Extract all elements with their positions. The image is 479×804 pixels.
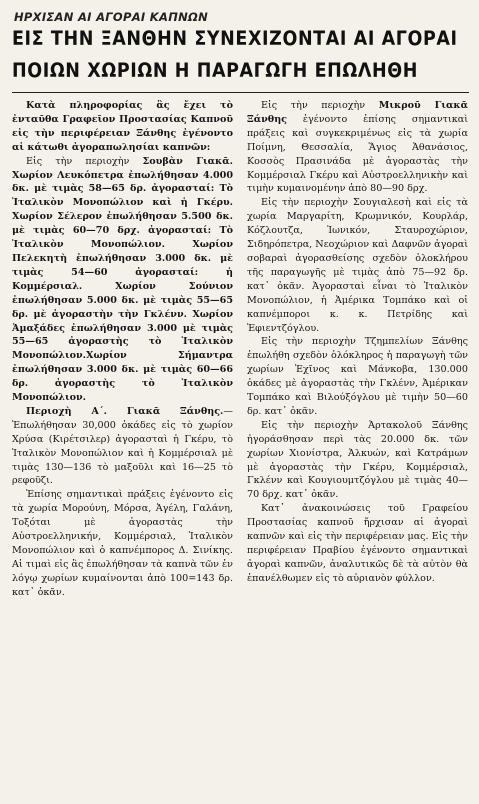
paragraph-giaka	[12, 405, 233, 488]
paragraph-artakolou: Εἰς τὴν περιοχὴν Ἀρτακολοῦ Ξάνθης ἠγοράσθησαν περὶ τὰς 20.000 δκ. τῶν χωρίων Χιονίστρα, Ἀλκυών, καὶ Κατράμων μὲ ἀγοραστὰς τὴν Γκέρυ, Κομμέρσιαλ, Γκλένν καὶ Κουγιουμτζόγλου μὲ τιμὰς 40—70 δρχ. κατ᾽ ὀκᾶν.	[247, 419, 468, 501]
paragraph-body: Χωρίον Λευκόπετρα ἐπωλήθησαν 4.000 δκ. μὲ τιμὰς 58—65 δρ. ἀγορασταί: Τὸ Ἰταλικὸν Μονοπώλιον καὶ ἡ Γκέρυ. Χωρίον Σέλερον ἐπωλήθησαν 5.500 δκ. μὲ τιμὰς 60—70 δρχ. ἀγορασταί: Τὸ Ἰταλικὸν Μονοπώλιον. Χωρίον Πελεκητὴ ἐπωλήθησαν 3.000 δκ. μὲ τιμὰς 54—60 ἀγορασταί: ἡ Κομμέρσιαλ. Χωρίον Σούνιον ἐπωλήθησαν 5.000 δκ. μὲ τιμὰς 55—65 δρ. μὲ ἀγοραστὴν τὴν Γκλένν. Χωρίον Ἀμαξάδες ἐπωλήθησαν 3.000 μὲ τιμὰς 55—65 ἀγοραστὴς τὸ Ἰταλικὸν Μονοπώλιον.Χωρίον Σήμαντρα ἐπωλήθησαν 3.000 δκ. μὲ τιμὰς 60—66 δρ. ἀγοραστὴς τὸ Ἰταλικὸν Μονοπώλιον.	[12, 169, 233, 404]
paragraph-announcement: Κατ᾽ ἀνακοινώσεις τοῦ Γραφείου Προστασίας καπνοῦ ἤρχισαν αἱ ἀγοραὶ καπνῶν καὶ εἰς τὴν περιφέρειαν μας. Εἰς τὴν περιφέρειαν Πραβίου ἐγένοντο σημαντικαὶ ἀγοραὶ καπνῶν, ἀναλυτικῶς δὲ τὰ αὐτὸν θὰ ἐπανέλθωμεν εἰς τὸ αὐριανὸν φύλλον.	[247, 503, 468, 584]
place-name: Σουβὰν Γιακᾶ.	[142, 155, 233, 167]
kicker-heading: ΗΡΧΙΣΑΝ ΑΙ ΑΓΟΡΑΙ ΚΑΠΝΩΝ	[14, 10, 209, 24]
intro-paragraph: Κατὰ πληροφορίας ἃς ἔχει τὸ ἐνταῦθα Γραφεῖον Προστασίας Καπνοῦ εἰς τὴν περιφέρειαν Ξάνθης ἐγένοντο αἱ κάτωθι ἀγοραπωλησίαι καπνῶν:	[12, 100, 233, 153]
left-column	[12, 99, 233, 600]
paragraph-sougialesi: Εἰς τὴν περιοχὴν Σουγιαλεσὴ καὶ εἰς τὰ χωρία Μαργαρίτη, Κρωμνικόν, Κουρλάρ, Κόζλουτζα, Ἰωνικόν, Σταυροχώριον, Σιδηρόπετρα, Νεοχώριον καὶ Δαφνῶν ἀγοραὶ σοβαραὶ ἀγορασθείσης σχεδὸν ὁλοκλήρου τῆς παραγωγῆς μὲ τιμὰς ἀπὸ 75—92 δρ. κατ᾽ ὀκᾶν. Ἀγορασταὶ εἶναι τὸ Ἰταλικὸν Μονοπώλιον, ἡ Ἀμέρικα Τομπάκο καὶ οἱ καπνέμποροι κ. κ. Πετρίδης καὶ Ἐφιεντζόγλου.	[247, 197, 468, 334]
place-name: Μικροῦ Γιακᾶ Ξάνθης	[247, 100, 468, 125]
headline-rule	[12, 92, 469, 93]
right-column	[247, 99, 468, 600]
article-columns	[12, 99, 469, 600]
paragraph-tzimpelion: Εἰς τὴν περιοχὴν Τζημπελίων Ξάνθης ἐπωλήθη σχεδὸν ὁλόκληρος ἡ παραγωγὴ τῶν χωρίων Ἐχῖνος καὶ Μάνκοβα, 130.000 ὀκάδες μὲ ἀγοραστὰς τὴν Γκλένν, Ἀμέρικαν Τομπάκο καὶ Βιλούξόγλου μὲ τιμὴν 50—60 δρ. κατ᾽ ὀκᾶν.	[247, 336, 468, 417]
paragraph-body: — Ἐπωλήθησαν 30,000 ὀκάδες εἰς τὸ χωρίον Χρύσα (Κιρέτσιλερ) ἀγορασταὶ ἡ Γκέρυ, τὸ Ἰταλικὸν Μονοπώλιον καὶ ἡ Κομμέρσιαλ μὲ τιμὰς 130—136 τὸ μαξοῦλι καὶ 16—25 τὸ ρεφοῦζι.	[12, 405, 233, 487]
paragraph-souvan	[12, 155, 233, 405]
paragraph-body: ἐγένοντο ἐπίσης σημαντικαὶ πράξεις καὶ συγκεκριμένως εἰς τὰ χωρία Ποίμνη, Θεσσαλία, Ἅγιος Ἀθανάσιος, Κοσσὸς Πρασινάδα μὲ ἀγοραστὰς τὴν Κομμέρσιαλ Γκέρυ καὶ Αὐστροελληνικὴν καὶ τιμὴν κυμαινομένην ἀπὸ 80—90 δρχ.	[247, 113, 468, 195]
headline-line-2: ΠΟΙΩΝ ΧΩΡΙΩΝ Η ΠΑΡΑΓΩΓΗ ΕΠΩΛΗΘΗ	[12, 60, 418, 83]
paragraph-other-villages: Ἐπίσης σημαντικαὶ πράξεις ἐγένοντο εἰς τὰ χωρία Μορούνη, Μόρσα, Ἀγέλη, Γαλάνη, Τοξόται μὲ ἀγοραστὰς τὴν Αὐστροελληνικήν, Κομμέρσιαλ, Ἰταλικὸν Μονοπώλιον καὶ ὁ καπνέμπορος Δ. Σινίκης. Αἱ τιμαὶ εἰς ἃς ἐπωλήθησαν τὰ καπνὰ τῶν ἐν λόγῳ χωρίων κυμαίνονται ἀπὸ 100=143 δρ. κατ᾽ ὀκᾶν.	[12, 489, 233, 598]
paragraph-lead: Εἰς τὴν περιοχὴν	[261, 100, 366, 111]
headline-line-1: ΕΙΣ ΤΗΝ ΞΑΝΘΗΝ ΣΥΝΕΧΙΖΟΝΤΑΙ ΑΙ ΑΓΟΡΑΙ	[12, 28, 458, 51]
paragraph-mikrou-giaka	[247, 99, 468, 196]
place-name: Περιοχὴ Α΄. Γιακᾶ Ξάνθης.	[26, 405, 224, 417]
paragraph-lead: Εἰς τὴν περιοχὴν	[26, 155, 130, 167]
